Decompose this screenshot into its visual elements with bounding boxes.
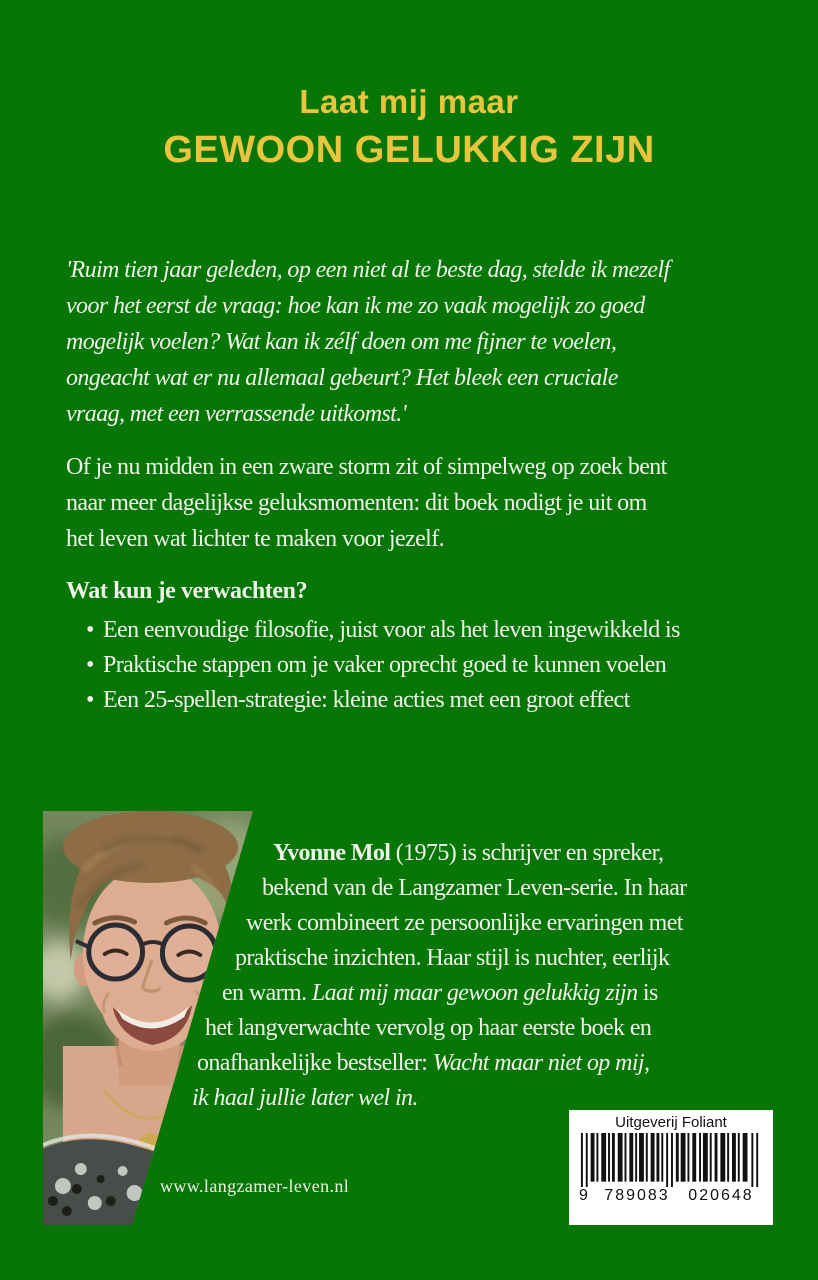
list-item-text: Een 25-spellen-strategie: kleine acties met een groot effect <box>103 687 630 713</box>
barcode-box <box>569 1110 773 1225</box>
list-item-text: Een eenvoudige filosofie, juist voor als het leven ingewikkeld is <box>103 617 680 643</box>
bullet-icon: • <box>86 652 94 678</box>
quote-paragraph <box>66 252 806 432</box>
isbn-digits: 9 789083 020648 <box>579 1187 763 1204</box>
intro-line: het leven wat lichter te maken voor jezelf. <box>66 526 445 552</box>
isbn-barcode-icon <box>579 1133 763 1191</box>
list-item <box>86 613 786 648</box>
list-item <box>86 648 786 683</box>
publisher-label: Uitgeverij Foliant <box>615 1114 727 1131</box>
book-title-reference: Laat mij maar gewoon gelukkig zijn <box>311 980 638 1006</box>
quote-line: ongeacht wat er nu allemaal gebeurt? Het bleek een cruciale <box>66 365 618 391</box>
bio-line: werk combineert ze persoonlijke ervaringen met <box>246 910 683 936</box>
quote-line: mogelijk voelen? Wat kan ik zélf doen om me fijner te voelen, <box>66 329 617 355</box>
intro-line: Of je nu midden in een zware storm zit of simpelweg op zoek bent <box>66 454 667 480</box>
bullet-icon: • <box>86 687 94 713</box>
bio-line: het langverwachte vervolg op haar eerste boek en <box>205 1015 652 1041</box>
bio-line: praktische inzichten. Haar stijl is nuchter, eerlijk <box>235 945 670 971</box>
book-title-main: GEWOON GELUKKIG ZIJN <box>163 129 655 171</box>
title-block <box>0 80 818 176</box>
book-title-reference: ik haal jullie later wel in. <box>192 1085 418 1111</box>
bio-line: en warm. Laat mij maar gewoon gelukkig zijn is <box>222 980 658 1006</box>
author-name: Yvonne Mol <box>273 840 391 866</box>
quote-line: voor het eerst de vraag: hoe kan ik me zo vaak mogelijk zo goed <box>66 293 645 319</box>
list-item-text: Praktische stappen om je vaker oprecht goed te kunnen voelen <box>103 652 667 678</box>
expectations-list <box>86 613 786 718</box>
list-item <box>86 683 786 718</box>
quote-line: vraag, met een verrassende uitkomst.' <box>66 401 407 427</box>
bio-line: onafhankelijke bestseller: Wacht maar niet op mij, <box>197 1050 650 1076</box>
quote-line: 'Ruim tien jaar geleden, op een niet al te beste dag, stelde ik mezelf <box>66 257 670 283</box>
bullet-icon: • <box>86 617 94 643</box>
book-title-reference: Wacht maar niet op mij, <box>432 1050 650 1076</box>
author-bio <box>0 836 818 1116</box>
intro-paragraph <box>66 449 806 557</box>
intro-line: naar meer dagelijkse geluksmomenten: dit boek nodigt je uit om <box>66 490 647 516</box>
expectations-heading: Wat kun je verwachten? <box>66 578 308 604</box>
bio-line: bekend van de Langzamer Leven-serie. In haar <box>262 875 687 901</box>
bio-line: Yvonne Mol (1975) is schrijver en spreker, <box>273 840 664 866</box>
website-url: www.langzamer-leven.nl <box>160 1176 350 1196</box>
book-title-subline: Laat mij maar <box>299 83 519 120</box>
